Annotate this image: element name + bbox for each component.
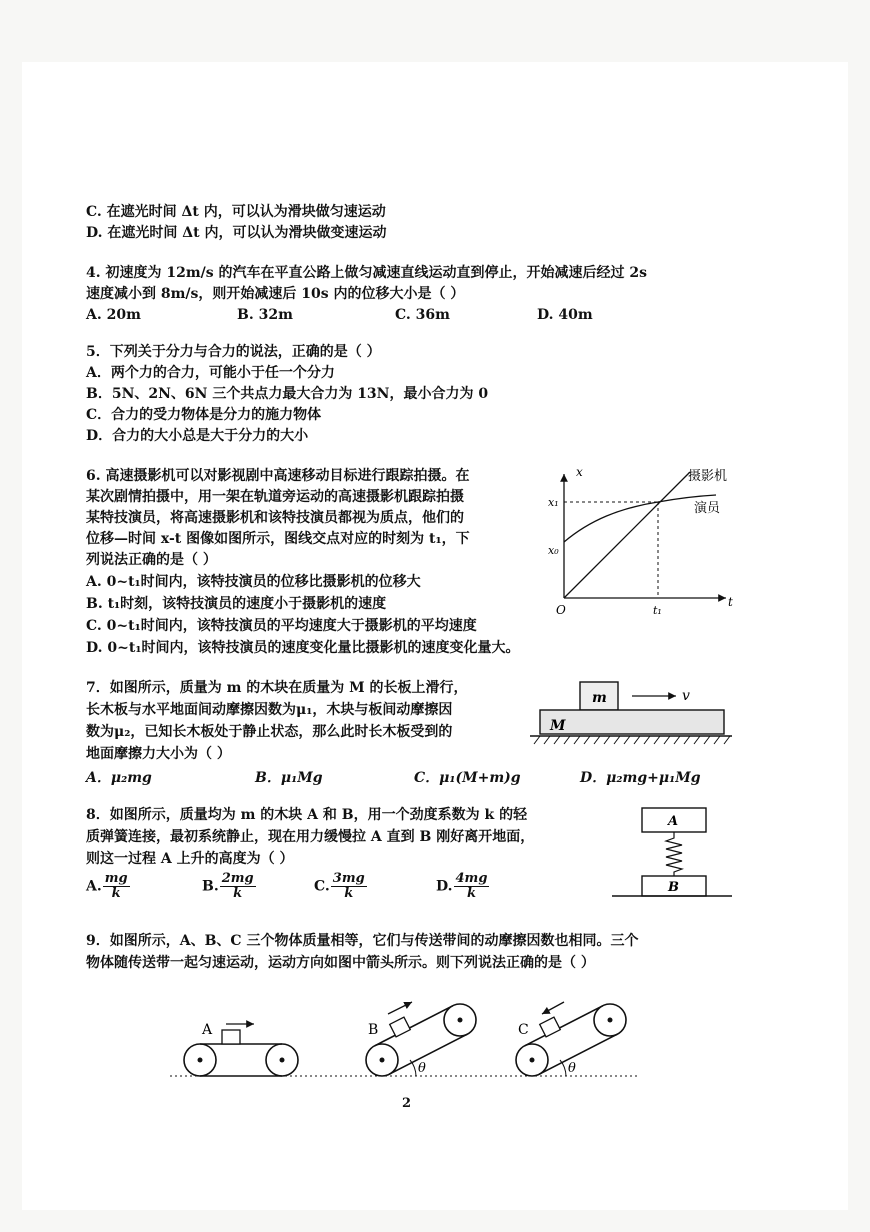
q5-stem: 5．下列关于分力与合力的说法，正确的是（ ） (86, 344, 381, 360)
q8-option-a-fraction (103, 872, 130, 901)
q6-stem-line2: 某次剧情拍摄中，用一架在轨道旁运动的高速摄影机跟踪拍摄 (86, 489, 464, 505)
graph-camera-line (564, 472, 690, 598)
q3-option-c: C. 在遮光时间 Δt 内，可以认为滑块做匀速运动 (86, 204, 386, 220)
q7-velocity-label: v (682, 688, 690, 704)
q8-option-d (436, 872, 489, 901)
q8-option-c-fraction (331, 872, 367, 901)
q4-option-d: D. 40m (537, 307, 593, 323)
q8-option-c-numerator: 3mg (332, 871, 365, 886)
q7-option-c: C．μ₁(M+m)g (414, 770, 521, 786)
q9-label-b: B (368, 1022, 379, 1038)
q7-option-d: D．μ₂mg+μ₁Mg (580, 770, 701, 786)
q9-stem-line2: 物体随传送带一起匀速运动，运动方向如图中箭头所示。则下列说法正确的是（ ） (86, 955, 595, 971)
q8-stem-line1: 8．如图所示，质量均为 m 的木块 A 和 B，用一个劲度系数为 k 的轻 (86, 807, 528, 823)
q9-label-a: A (202, 1022, 213, 1038)
q4-option-a: A. 20m (86, 307, 141, 323)
graph-camera-label: 摄影机 (688, 469, 728, 484)
q8-option-b-fraction (220, 872, 256, 901)
q5-option-c: C．合力的受力物体是分力的施力物体 (86, 407, 322, 423)
page-number: 2 (402, 1096, 412, 1111)
q8-option-a-letter: A. (86, 878, 102, 895)
graph-actor-label: 演员 (694, 501, 721, 516)
q8-option-a (86, 872, 130, 901)
q7-stem-line1: 7．如图所示，质量为 m 的木块在质量为 M 的长板上滑行， (86, 680, 468, 696)
q8-spring (666, 832, 682, 876)
q9-angle-c: θ (568, 1061, 576, 1076)
q9-conveyor-figure (170, 990, 650, 1090)
q8-option-d-denominator: k (466, 886, 476, 901)
q8-option-b-denominator: k (233, 886, 243, 901)
q8-stem-line3: 则这一过程 A 上升的高度为（ ） (86, 851, 294, 867)
q4-stem-line1: 4. 初速度为 12m/s 的汽车在平直公路上做匀减速直线运动直到停止，开始减速后经过 2s (86, 265, 648, 281)
q8-option-c-denominator: k (344, 886, 354, 901)
q7-stem-line2: 长木板与水平地面间动摩擦因数为μ₁，木块与板间动摩擦因 (86, 702, 453, 718)
graph-x-label: x (576, 465, 583, 479)
q4-stem-line2: 速度减小到 8m/s，则开始减速后 10s 内的位移大小是（ ） (86, 286, 465, 302)
q4-option-c: C. 36m (395, 307, 450, 323)
q6-stem-line4: 位移—时间 x-t 图像如图所示，图线交点对应的时刻为 t₁，下 (86, 531, 470, 547)
q7-board-figure (528, 676, 738, 752)
q8-option-d-letter: D. (436, 878, 453, 895)
q8-spring-figure (610, 806, 740, 902)
q7-stem-line3: 数为μ₂，已知长木板处于静止状态，那么此时长木板受到的 (86, 724, 453, 740)
graph-x1-label: x₁ (548, 496, 559, 509)
q8-option-c (314, 872, 367, 901)
q8-block-a-label: A (668, 814, 679, 829)
q9-stem-line1: 9．如图所示，A、B、C 三个物体质量相等，它们与传送带间的动摩擦因数也相同。三个 (86, 933, 639, 949)
q9-label-c: C (518, 1022, 529, 1038)
q8-option-b-letter: B. (202, 878, 219, 895)
q7-ground-hatch (534, 736, 730, 744)
graph-x0-label: x₀ (548, 544, 559, 557)
graph-origin-label: O (556, 603, 566, 617)
q6-option-d: D. 0~t₁时间内，该特技演员的速度变化量比摄影机的速度变化量大。 (86, 640, 520, 656)
q6-xt-graph (540, 462, 740, 622)
q5-option-d: D．合力的大小总是大于分力的大小 (86, 428, 309, 444)
q6-stem-line3: 某特技演员，将高速摄影机和该特技演员都视为质点，他们的 (86, 510, 464, 526)
q8-stem-line2: 质弹簧连接，最初系统静止，现在用力缓慢拉 A 直到 B 刚好离开地面， (86, 829, 535, 845)
q8-option-b-numerator: 2mg (221, 871, 254, 886)
q8-option-b (202, 872, 256, 901)
q6-stem-line5: 列说法正确的是（ ） (86, 552, 217, 568)
q5-option-a: A．两个力的合力，可能小于任一个分力 (86, 365, 335, 381)
graph-t-label: t (728, 595, 733, 609)
q7-board-label: M (550, 718, 566, 734)
q7-stem-line4: 地面摩擦力大小为（ ） (86, 746, 231, 762)
q8-option-a-numerator: mg (104, 871, 128, 886)
q7-board-M (540, 710, 724, 734)
q7-block-label: m (592, 690, 607, 706)
q8-option-a-denominator: k (111, 886, 121, 901)
q6-option-c: C. 0~t₁时间内，该特技演员的平均速度大于摄影机的平均速度 (86, 618, 477, 634)
q8-option-c-letter: C. (314, 878, 330, 895)
q6-option-a: A. 0~t₁时间内，该特技演员的位移比摄影机的位移大 (86, 574, 421, 590)
graph-t1-label: t₁ (653, 604, 662, 617)
q6-stem-line1: 6. 高速摄影机可以对影视剧中高速移动目标进行跟踪拍摄。在 (86, 468, 470, 484)
q3-option-d: D. 在遮光时间 Δt 内，可以认为滑块做变速运动 (86, 225, 387, 241)
q7-option-b: B．μ₁Mg (255, 770, 323, 786)
q8-option-d-numerator: 4mg (455, 871, 488, 886)
q8-block-b-label: B (668, 880, 679, 895)
q4-option-b: B. 32m (237, 307, 293, 323)
q8-option-d-fraction (454, 872, 490, 901)
q7-option-a: A．μ₂mg (86, 770, 152, 786)
q9-angle-b: θ (418, 1061, 426, 1076)
q5-option-b: B．5N、2N、6N 三个共点力最大合力为 13N，最小合力为 0 (86, 386, 489, 402)
q6-option-b: B. t₁时刻，该特技演员的速度小于摄影机的速度 (86, 596, 387, 612)
